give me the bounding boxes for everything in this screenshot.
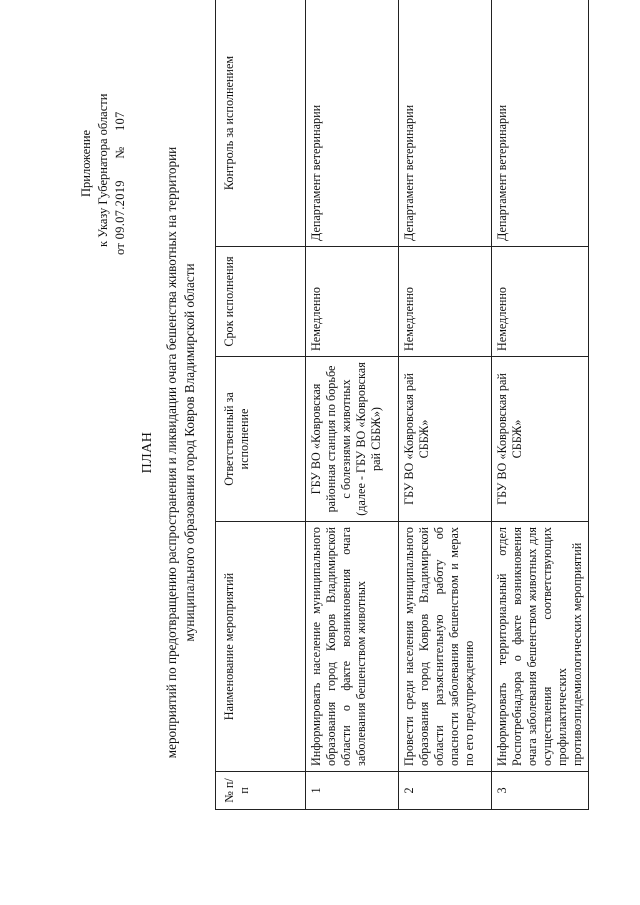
row-name: Информировать население муниципального образования город Ковров Владимирской области о факте возникновения очага заболевания бешенством животных xyxy=(306,522,399,772)
table-row xyxy=(399,0,492,810)
annex-block xyxy=(78,35,129,255)
table-row xyxy=(306,0,399,810)
header-term: Срок исполнения xyxy=(216,247,306,357)
annex-number-sign: № xyxy=(113,146,127,159)
header-num: № п/п xyxy=(216,772,306,810)
row-term: Немедленно xyxy=(306,247,399,357)
annex-decree-line: к Указу Губернатора области xyxy=(96,93,110,247)
header-name: Наименование мероприятий xyxy=(216,522,306,772)
header-control: Контроль за исполнением xyxy=(216,0,306,247)
annex-date-prefix: от xyxy=(113,242,127,255)
row-num: 3 xyxy=(492,772,589,810)
subtitle-line-2: муниципального образования город Ковров Владимирской области xyxy=(182,263,197,642)
table-row xyxy=(492,0,589,810)
row-num: 2 xyxy=(399,772,492,810)
header-responsible: Ответственный за исполнение xyxy=(216,357,306,522)
row-num: 1 xyxy=(306,772,399,810)
row-responsible: ГБУ ВО «Ковровская рай СББЖ» xyxy=(399,357,492,522)
annex-label: Приложение xyxy=(79,129,93,197)
row-term: Немедленно xyxy=(399,247,492,357)
subtitle-line-1: мероприятий по предотвращению распространения и ликвидации очага бешенства животных на территории xyxy=(164,146,179,759)
plan-table xyxy=(215,0,589,810)
row-name: Провести среди населения муниципального образования город Ковров Владимирской области разъяснительную работу об опасности заболевания бешенством и мерах по его предупреждению xyxy=(399,522,492,772)
document-subtitle xyxy=(163,0,199,905)
row-name: Информировать территориальный отдел Роспотребнадзора о факте возникновения очага заболевания бешенством животных для осуществления соответствующих профилактических противоэпидемиологических мероприятий xyxy=(492,522,589,772)
row-responsible: ГБУ ВО «Ковровская рай СББЖ» xyxy=(492,357,589,522)
annex-number: 107 xyxy=(113,111,127,132)
row-control: Департамент ветеринарии xyxy=(492,0,589,247)
table-header-row xyxy=(216,0,306,810)
document-title: ПЛАН xyxy=(140,431,155,474)
annex-date: 09.07.2019 xyxy=(113,180,127,240)
row-control: Департамент ветеринарии xyxy=(399,0,492,247)
row-term: Немедленно xyxy=(492,247,589,357)
row-control: Департамент ветеринарии xyxy=(306,0,399,247)
annex-date-line xyxy=(112,35,129,255)
row-responsible: ГБУ ВО «Ковровская районная станция по борьбе с болезнями животных (далее - ГБУ ВО «Ковровская рай СББЖ») xyxy=(306,357,399,522)
